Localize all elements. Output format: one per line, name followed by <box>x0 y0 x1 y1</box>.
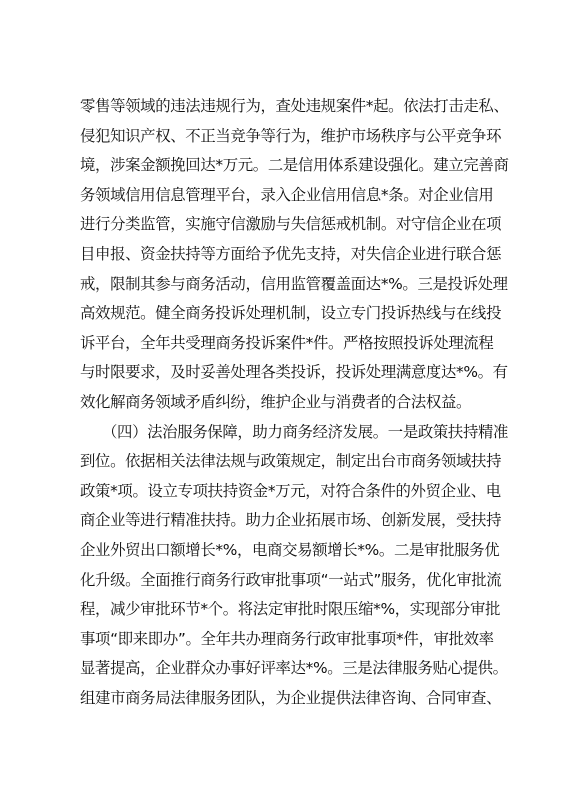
text-line: 进行分类监管，实施守信激励与失信惩戒机制。对守信企业在项 <box>80 215 502 234</box>
text-line: 组建市商务局法律服务团队，为企业提供法律咨询、合同审查、 <box>80 688 502 707</box>
text-line: 事项“即来即办”。全年共办理商务行政审批事项*件，审批效率 <box>80 629 494 648</box>
text-line: 企业外贸出口额增长*%，电商交易额增长*%。二是审批服务优 <box>80 540 500 559</box>
text-line: 戒，限制其参与商务活动，信用监管覆盖面达*%。三是投诉处理 <box>80 274 508 293</box>
text-line: 程，减少审批环节*个。将法定审批时限压缩*%，实现部分审批 <box>80 600 501 619</box>
text-line: 显著提高，企业群众办事好评率达*%。三是法律服务贴心提供。 <box>80 659 508 678</box>
text-line: 境，涉案金额挽回达*万元。二是信用体系建设强化。建立完善商 <box>80 156 509 175</box>
body-text <box>80 92 509 713</box>
text-line: 目申报、资金扶持等方面给予优先支持，对失信企业进行联合惩 <box>80 244 502 263</box>
text-line: 高效规范。健全商务投诉处理机制，设立专门投诉热线与在线投 <box>80 304 502 323</box>
text-line: 政策*项。设立专项扶持资金*万元，对符合条件的外贸企业、电 <box>80 481 501 500</box>
text-line: 化升级。全面推行商务行政审批事项“一站式”服务，优化审批流 <box>80 570 502 589</box>
text-line: 零售等领域的违法违规行为，查处违规案件*起。依法打击走私、 <box>80 97 509 115</box>
text-line: 诉平台，全年共受理商务投诉案件*件。严格按照投诉处理流程 <box>80 333 494 352</box>
text-line: 与时限要求，及时妥善处理各类投诉，投诉处理满意度达*%。有 <box>80 363 508 382</box>
text-line: 务领域信用信息管理平台，录入企业信用信息*条。对企业信用 <box>80 185 494 204</box>
text-line: 效化解商务领域矛盾纠纷，维护企业与消费者的合法权益。 <box>80 392 472 411</box>
text-line: 商企业等进行精准扶持。助力企业拓展市场、创新发展，受扶持 <box>80 511 502 530</box>
section-heading-line: （四）法治服务保障，助力商务经济发展。一是政策扶持精准 <box>102 422 509 441</box>
text-line: 侵犯知识产权、不正当竞争等行为，维护市场秩序与公平竞争环 <box>80 126 502 145</box>
text-line: 到位。依据相关法律法规与政策规定，制定出台市商务领域扶持 <box>80 452 502 471</box>
